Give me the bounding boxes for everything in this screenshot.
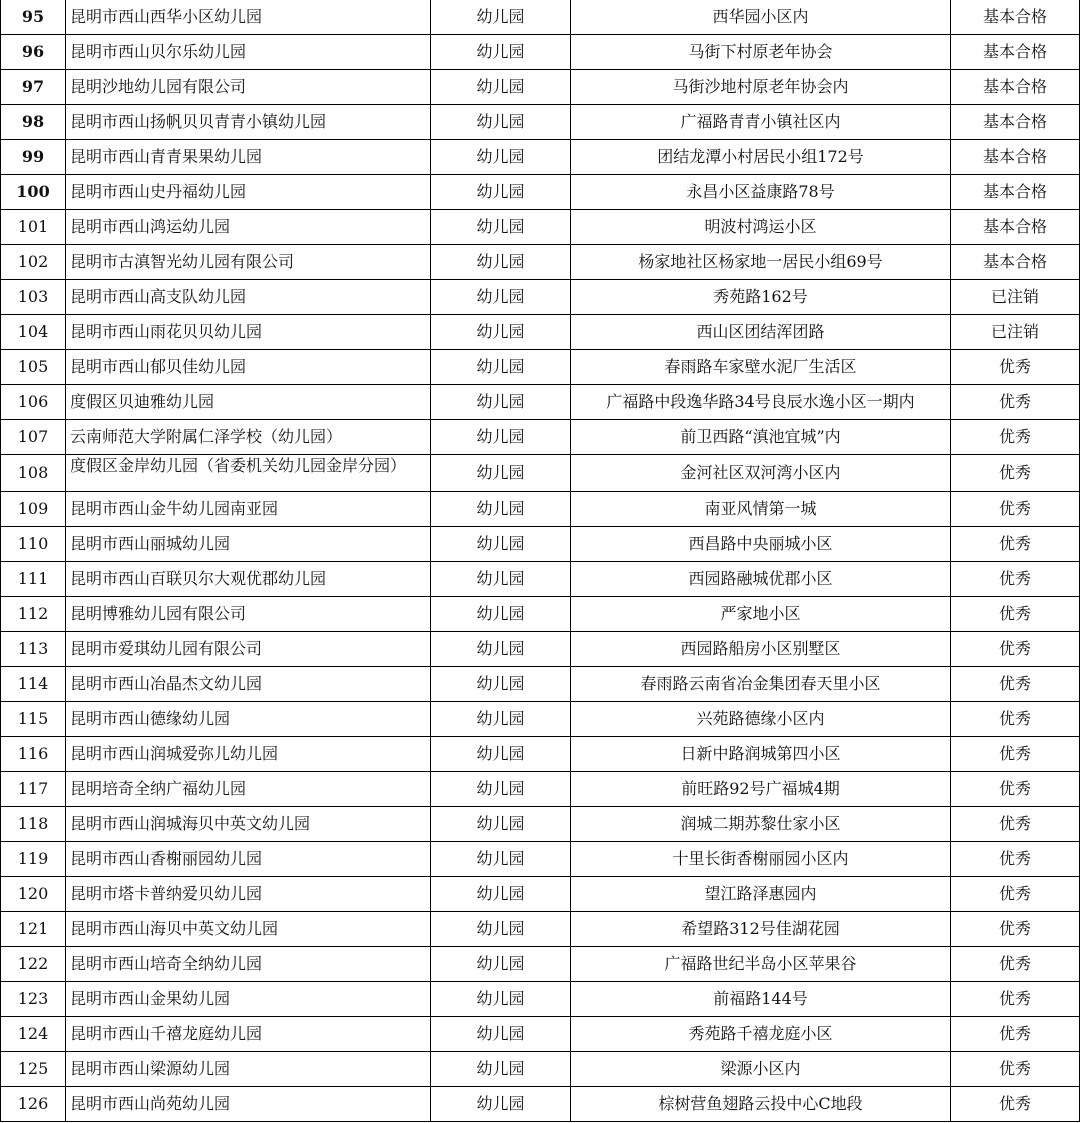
institution-type: 幼儿园 <box>431 667 571 702</box>
kindergarten-name: 昆明培奇全纳广福幼儿园 <box>66 772 431 807</box>
address-cell: 严家地小区 <box>571 597 951 632</box>
address-cell: 金河社区双河湾小区内 <box>571 455 951 492</box>
row-number: 109 <box>1 492 66 527</box>
address-cell: 永昌小区益康路78号 <box>571 175 951 210</box>
address-cell: 春雨路云南省冶金集团春天里小区 <box>571 667 951 702</box>
institution-type: 幼儿园 <box>431 632 571 667</box>
address-cell: 广福路中段逸华路34号良辰水逸小区一期内 <box>571 385 951 420</box>
kindergarten-name: 昆明市西山德缘幼儿园 <box>66 702 431 737</box>
address-cell: 西昌路中央丽城小区 <box>571 527 951 562</box>
address-cell: 希望路312号佳湖花园 <box>571 912 951 947</box>
institution-type: 幼儿园 <box>431 350 571 385</box>
address-cell: 春雨路车家壁水泥厂生活区 <box>571 350 951 385</box>
institution-type: 幼儿园 <box>431 35 571 70</box>
institution-type: 幼儿园 <box>431 0 571 35</box>
address-cell: 杨家地社区杨家地一居民小组69号 <box>571 245 951 280</box>
grade-cell: 优秀 <box>951 632 1080 667</box>
address-cell: 润城二期苏黎仕家小区 <box>571 807 951 842</box>
grade-cell: 优秀 <box>951 842 1080 877</box>
grade-cell: 基本合格 <box>951 175 1080 210</box>
table-row <box>1 350 1080 385</box>
table-row <box>1 1087 1080 1122</box>
grade-cell: 优秀 <box>951 912 1080 947</box>
row-number: 95 <box>1 0 66 35</box>
address-cell: 前卫西路“滇池宜城”内 <box>571 420 951 455</box>
table-row <box>1 807 1080 842</box>
table-row <box>1 912 1080 947</box>
institution-type: 幼儿园 <box>431 597 571 632</box>
institution-type: 幼儿园 <box>431 912 571 947</box>
table-row <box>1 772 1080 807</box>
kindergarten-name: 昆明市塔卡普纳爱贝幼儿园 <box>66 877 431 912</box>
address-cell: 兴苑路德缘小区内 <box>571 702 951 737</box>
grade-cell: 优秀 <box>951 1087 1080 1122</box>
kindergarten-name: 度假区金岸幼儿园（省委机关幼儿园金岸分园） <box>66 455 431 492</box>
row-number: 96 <box>1 35 66 70</box>
row-number: 98 <box>1 105 66 140</box>
row-number: 114 <box>1 667 66 702</box>
address-cell: 秀苑路162号 <box>571 280 951 315</box>
row-number: 107 <box>1 420 66 455</box>
row-number: 104 <box>1 315 66 350</box>
row-number: 119 <box>1 842 66 877</box>
grade-cell: 基本合格 <box>951 140 1080 175</box>
address-cell: 日新中路润城第四小区 <box>571 737 951 772</box>
row-number: 117 <box>1 772 66 807</box>
table-row <box>1 702 1080 737</box>
table-row <box>1 35 1080 70</box>
institution-type: 幼儿园 <box>431 315 571 350</box>
grade-cell: 基本合格 <box>951 210 1080 245</box>
institution-type: 幼儿园 <box>431 385 571 420</box>
row-number: 106 <box>1 385 66 420</box>
row-number: 102 <box>1 245 66 280</box>
grade-cell: 优秀 <box>951 667 1080 702</box>
address-cell: 西园路船房小区别墅区 <box>571 632 951 667</box>
institution-type: 幼儿园 <box>431 877 571 912</box>
grade-cell: 基本合格 <box>951 0 1080 35</box>
table-row <box>1 562 1080 597</box>
kindergarten-name: 昆明市古滇智光幼儿园有限公司 <box>66 245 431 280</box>
grade-cell: 优秀 <box>951 455 1080 492</box>
table-row <box>1 280 1080 315</box>
address-cell: 团结龙潭小村居民小组172号 <box>571 140 951 175</box>
institution-type: 幼儿园 <box>431 105 571 140</box>
table-row <box>1 105 1080 140</box>
institution-type: 幼儿园 <box>431 562 571 597</box>
table-row <box>1 70 1080 105</box>
table-row <box>1 175 1080 210</box>
table-row <box>1 1052 1080 1087</box>
table-body <box>1 0 1080 1122</box>
grade-cell: 已注销 <box>951 315 1080 350</box>
table-row <box>1 315 1080 350</box>
table-row <box>1 632 1080 667</box>
institution-type: 幼儿园 <box>431 947 571 982</box>
table-row <box>1 737 1080 772</box>
grade-cell: 基本合格 <box>951 70 1080 105</box>
kindergarten-name: 昆明市西山金牛幼儿园南亚园 <box>66 492 431 527</box>
row-number: 101 <box>1 210 66 245</box>
row-number: 112 <box>1 597 66 632</box>
institution-type: 幼儿园 <box>431 1017 571 1052</box>
institution-type: 幼儿园 <box>431 1087 571 1122</box>
kindergarten-name: 昆明市西山史丹福幼儿园 <box>66 175 431 210</box>
kindergarten-name: 昆明市西山贝尔乐幼儿园 <box>66 35 431 70</box>
institution-type: 幼儿园 <box>431 527 571 562</box>
kindergarten-name: 昆明市西山润城爱弥儿幼儿园 <box>66 737 431 772</box>
grade-cell: 优秀 <box>951 947 1080 982</box>
table-row <box>1 877 1080 912</box>
kindergarten-name: 昆明市西山香榭丽园幼儿园 <box>66 842 431 877</box>
row-number: 115 <box>1 702 66 737</box>
kindergarten-name: 昆明市西山丽城幼儿园 <box>66 527 431 562</box>
row-number: 97 <box>1 70 66 105</box>
kindergarten-name: 昆明市西山扬帆贝贝青青小镇幼儿园 <box>66 105 431 140</box>
kindergarten-name: 昆明市西山高支队幼儿园 <box>66 280 431 315</box>
table-row <box>1 455 1080 492</box>
address-cell: 棕树营鱼翅路云投中心C地段 <box>571 1087 951 1122</box>
kindergarten-name: 昆明市西山青青果果幼儿园 <box>66 140 431 175</box>
row-number: 121 <box>1 912 66 947</box>
grade-cell: 优秀 <box>951 562 1080 597</box>
kindergarten-name: 度假区贝迪雅幼儿园 <box>66 385 431 420</box>
grade-cell: 优秀 <box>951 1017 1080 1052</box>
row-number: 103 <box>1 280 66 315</box>
kindergarten-name: 昆明市西山雨花贝贝幼儿园 <box>66 315 431 350</box>
row-number: 116 <box>1 737 66 772</box>
institution-type: 幼儿园 <box>431 280 571 315</box>
table-row <box>1 385 1080 420</box>
row-number: 118 <box>1 807 66 842</box>
institution-type: 幼儿园 <box>431 420 571 455</box>
address-cell: 西园路融城优郡小区 <box>571 562 951 597</box>
address-cell: 前福路144号 <box>571 982 951 1017</box>
table-row <box>1 597 1080 632</box>
grade-cell: 已注销 <box>951 280 1080 315</box>
grade-cell: 基本合格 <box>951 245 1080 280</box>
kindergarten-name: 昆明沙地幼儿园有限公司 <box>66 70 431 105</box>
kindergarten-name: 昆明博雅幼儿园有限公司 <box>66 597 431 632</box>
grade-cell: 基本合格 <box>951 105 1080 140</box>
grade-cell: 优秀 <box>951 772 1080 807</box>
grade-cell: 优秀 <box>951 982 1080 1017</box>
address-cell: 望江路泽惠园内 <box>571 877 951 912</box>
institution-type: 幼儿园 <box>431 140 571 175</box>
row-number: 111 <box>1 562 66 597</box>
kindergarten-name: 云南师范大学附属仁泽学校（幼儿园） <box>66 420 431 455</box>
row-number: 108 <box>1 455 66 492</box>
table-row <box>1 140 1080 175</box>
row-number: 105 <box>1 350 66 385</box>
kindergarten-name: 昆明市西山润城海贝中英文幼儿园 <box>66 807 431 842</box>
row-number: 99 <box>1 140 66 175</box>
grade-cell: 优秀 <box>951 492 1080 527</box>
kindergarten-name: 昆明市西山千禧龙庭幼儿园 <box>66 1017 431 1052</box>
address-cell: 梁源小区内 <box>571 1052 951 1087</box>
table-row <box>1 1017 1080 1052</box>
table-row <box>1 0 1080 35</box>
grade-cell: 优秀 <box>951 807 1080 842</box>
row-number: 100 <box>1 175 66 210</box>
institution-type: 幼儿园 <box>431 70 571 105</box>
table-row <box>1 667 1080 702</box>
kindergarten-name: 昆明市西山郁贝佳幼儿园 <box>66 350 431 385</box>
kindergarten-name: 昆明市西山尚苑幼儿园 <box>66 1087 431 1122</box>
grade-cell: 优秀 <box>951 385 1080 420</box>
address-cell: 秀苑路千禧龙庭小区 <box>571 1017 951 1052</box>
address-cell: 前旺路92号广福城4期 <box>571 772 951 807</box>
grade-cell: 优秀 <box>951 420 1080 455</box>
grade-cell: 基本合格 <box>951 35 1080 70</box>
grade-cell: 优秀 <box>951 1052 1080 1087</box>
address-cell: 广福路青青小镇社区内 <box>571 105 951 140</box>
row-number: 122 <box>1 947 66 982</box>
table-row <box>1 982 1080 1017</box>
institution-type: 幼儿园 <box>431 1052 571 1087</box>
address-cell: 西山区团结浑团路 <box>571 315 951 350</box>
table-row <box>1 420 1080 455</box>
grade-cell: 优秀 <box>951 350 1080 385</box>
grade-cell: 优秀 <box>951 527 1080 562</box>
grade-cell: 优秀 <box>951 702 1080 737</box>
kindergarten-name: 昆明市西山百联贝尔大观优郡幼儿园 <box>66 562 431 597</box>
row-number: 113 <box>1 632 66 667</box>
table-row <box>1 947 1080 982</box>
kindergarten-name: 昆明市西山鸿运幼儿园 <box>66 210 431 245</box>
institution-type: 幼儿园 <box>431 210 571 245</box>
row-number: 126 <box>1 1087 66 1122</box>
address-cell: 十里长街香榭丽园小区内 <box>571 842 951 877</box>
row-number: 110 <box>1 527 66 562</box>
kindergarten-name: 昆明市爱琪幼儿园有限公司 <box>66 632 431 667</box>
address-cell: 马街下村原老年协会 <box>571 35 951 70</box>
institution-type: 幼儿园 <box>431 982 571 1017</box>
address-cell: 西华园小区内 <box>571 0 951 35</box>
grade-cell: 优秀 <box>951 597 1080 632</box>
kindergarten-name: 昆明市西山冶晶杰文幼儿园 <box>66 667 431 702</box>
table-row <box>1 527 1080 562</box>
row-number: 120 <box>1 877 66 912</box>
row-number: 124 <box>1 1017 66 1052</box>
institution-type: 幼儿园 <box>431 807 571 842</box>
institution-type: 幼儿园 <box>431 455 571 492</box>
kindergarten-name: 昆明市西山培奇全纳幼儿园 <box>66 947 431 982</box>
table-row <box>1 210 1080 245</box>
kindergarten-name: 昆明市西山梁源幼儿园 <box>66 1052 431 1087</box>
institution-type: 幼儿园 <box>431 772 571 807</box>
institution-type: 幼儿园 <box>431 737 571 772</box>
institution-type: 幼儿园 <box>431 175 571 210</box>
address-cell: 马街沙地村原老年协会内 <box>571 70 951 105</box>
table-row <box>1 245 1080 280</box>
institution-type: 幼儿园 <box>431 842 571 877</box>
institution-type: 幼儿园 <box>431 492 571 527</box>
grade-cell: 优秀 <box>951 737 1080 772</box>
address-cell: 南亚风情第一城 <box>571 492 951 527</box>
kindergarten-name: 昆明市西山西华小区幼儿园 <box>66 0 431 35</box>
institution-type: 幼儿园 <box>431 702 571 737</box>
kindergarten-name: 昆明市西山金果幼儿园 <box>66 982 431 1017</box>
row-number: 125 <box>1 1052 66 1087</box>
kindergarten-name: 昆明市西山海贝中英文幼儿园 <box>66 912 431 947</box>
institution-type: 幼儿园 <box>431 245 571 280</box>
address-cell: 广福路世纪半岛小区苹果谷 <box>571 947 951 982</box>
table-row <box>1 842 1080 877</box>
grade-cell: 优秀 <box>951 877 1080 912</box>
table-row <box>1 492 1080 527</box>
address-cell: 明波村鸿运小区 <box>571 210 951 245</box>
row-number: 123 <box>1 982 66 1017</box>
